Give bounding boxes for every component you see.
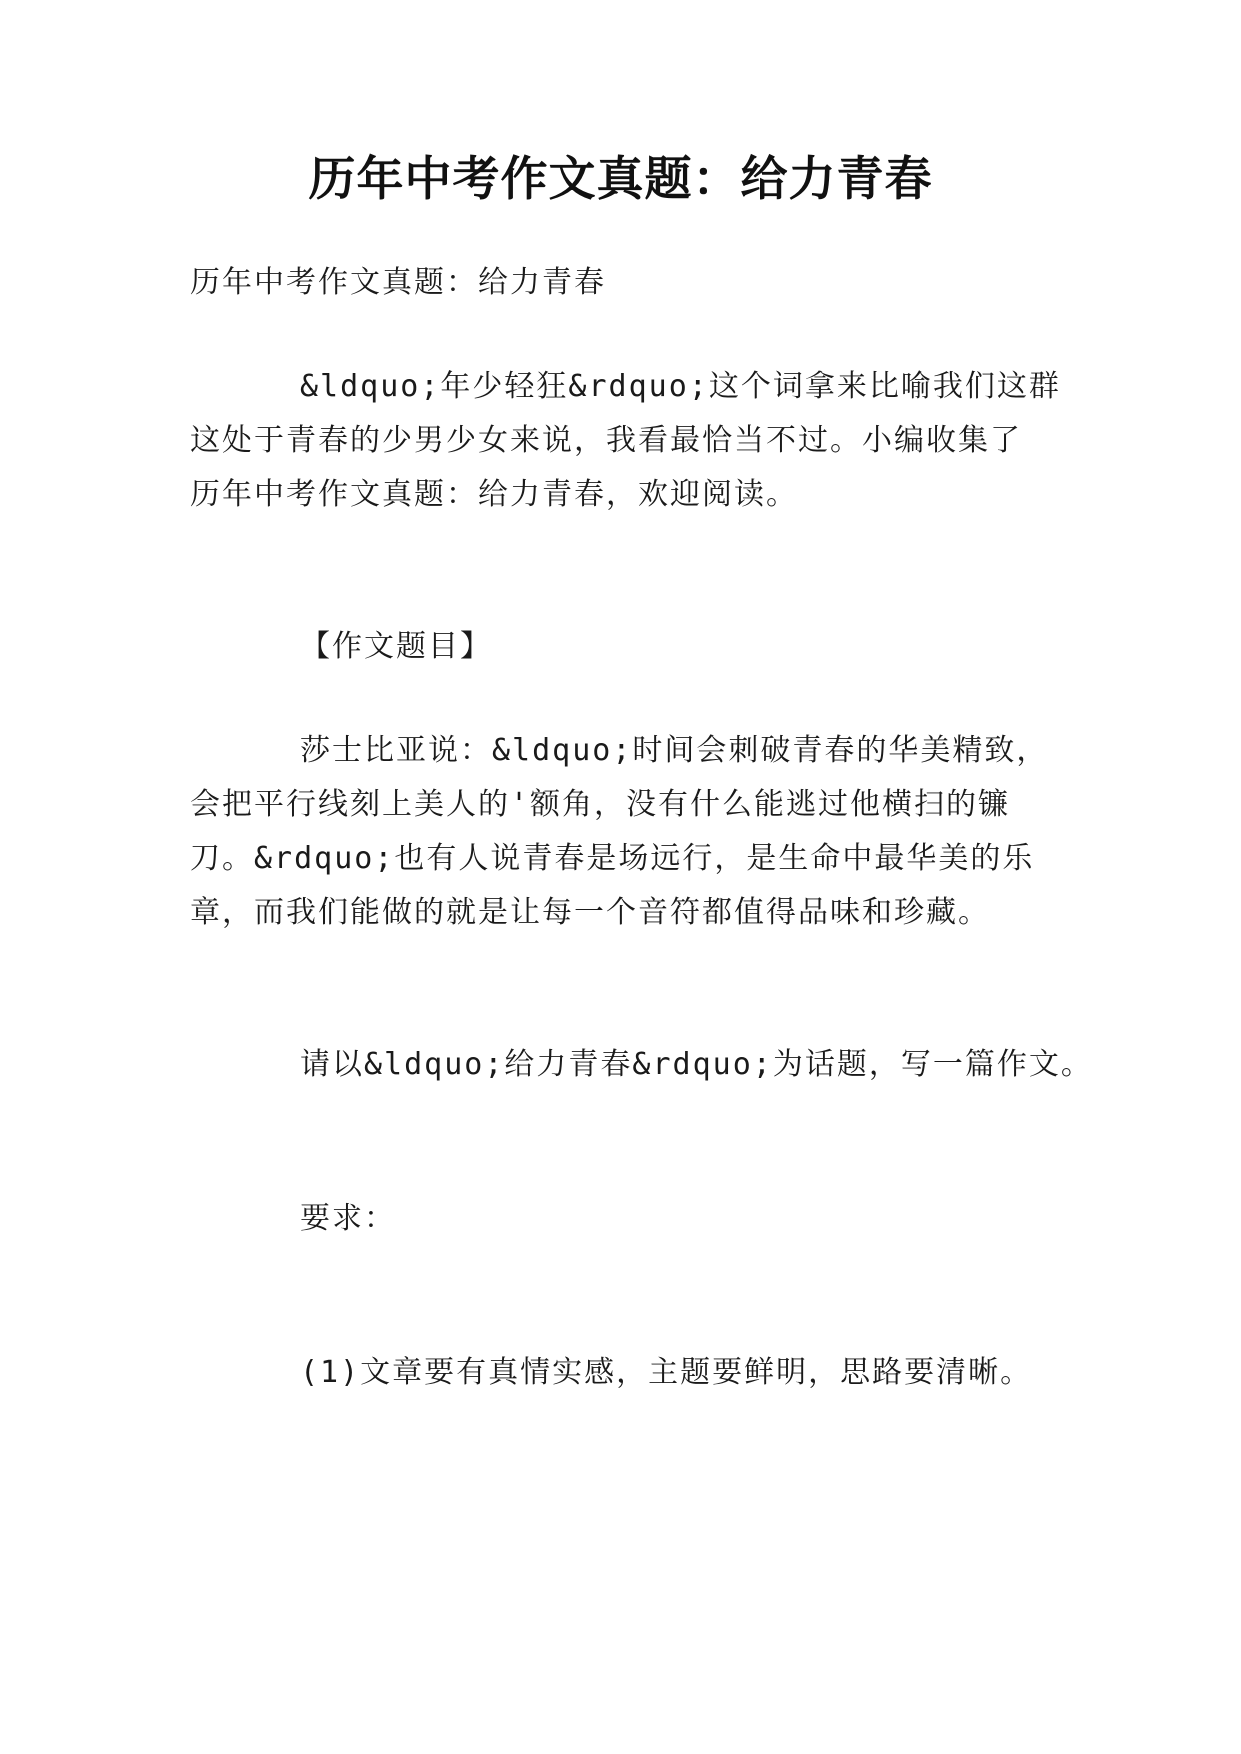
quote-paragraph-line-3: 刀。&rdquo;也有人说青春是场远行，是生命中最华美的乐 — [190, 841, 1035, 876]
essay-prompt: 请以&ldquo;给力青春&rdquo;为话题，写一篇作文。 — [300, 1047, 1093, 1082]
requirement-item-1: (1)文章要有真情实感，主题要鲜明，思路要清晰。 — [300, 1355, 1033, 1390]
intro-paragraph-line-1: &ldquo;年少轻狂&rdquo;这个词拿来比喻我们这群 — [300, 369, 1061, 404]
quote-paragraph-line-4: 章，而我们能做的就是让每一个音符都值得品味和珍藏。 — [190, 895, 990, 930]
intro-paragraph-line-2: 这处于青春的少男少女来说，我看最恰当不过。小编收集了 — [190, 423, 1022, 458]
document-subtitle: 历年中考作文真题：给力青春 — [190, 265, 606, 300]
document-title: 历年中考作文真题：给力青春 — [308, 152, 933, 207]
intro-paragraph-line-3: 历年中考作文真题：给力青春，欢迎阅读。 — [190, 477, 798, 512]
quote-paragraph-line-2: 会把平行线刻上美人的'额角，没有什么能逃过他横扫的镰 — [190, 787, 1011, 822]
section-heading: 【作文题目】 — [300, 629, 492, 664]
requirements-label: 要求： — [300, 1201, 396, 1236]
quote-paragraph-line-1: 莎士比亚说：&ldquo;时间会刺破青春的华美精致， — [300, 733, 1049, 768]
